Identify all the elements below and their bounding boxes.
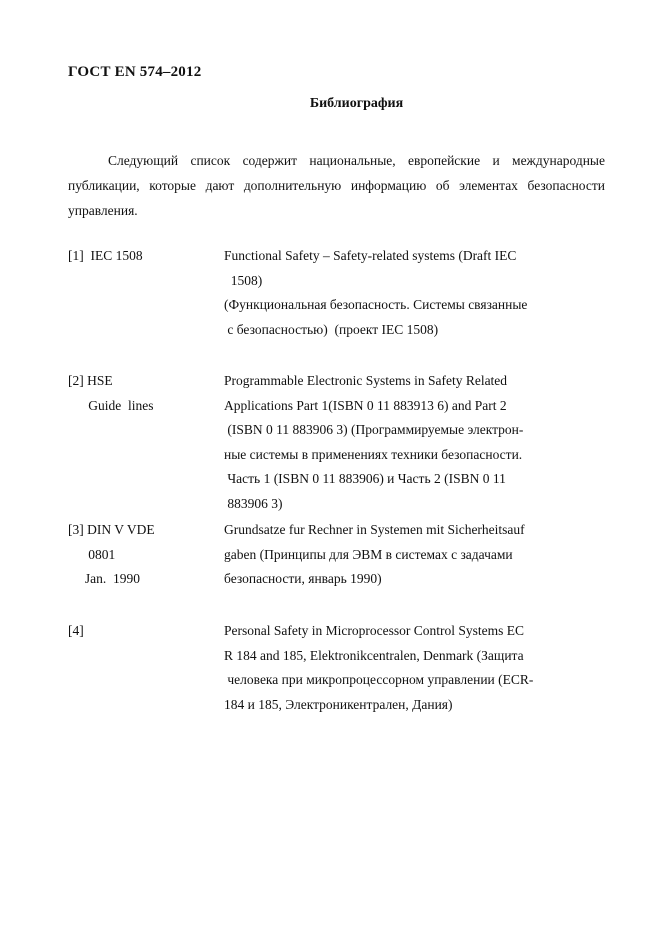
- reference-text-line: с безопасностью) (проект IEC 1508): [224, 321, 439, 337]
- reference-2-id: [68, 369, 218, 418]
- reference-id-line: [3] DIN V VDE: [68, 522, 155, 537]
- reference-text-line: Applications Part 1(ISBN 0 11 883913 6) and Part 2: [224, 397, 507, 413]
- reference-text-line: (Функциональная безопасность. Системы связанные: [224, 297, 528, 312]
- reference-id-line: Jan. 1990: [68, 571, 140, 586]
- standard-code: ГОСТ EN 574–2012: [68, 64, 202, 80]
- reference-1-id: [68, 244, 218, 269]
- section-title: Библиография: [309, 96, 404, 111]
- reference-3-id: [68, 518, 218, 592]
- reference-id-line: Guide lines: [68, 397, 154, 413]
- reference-text-line: 184 и 185, Электроникентрален, Дания): [224, 696, 453, 712]
- reference-text-line: 883906 3): [224, 495, 283, 511]
- reference-text-line: gaben (Принципы для ЭВМ в системах с задачами: [224, 546, 513, 562]
- reference-4-description: [224, 619, 564, 717]
- reference-text-line: безопасности, январь 1990): [224, 571, 382, 586]
- reference-id-line: [1] IEC 1508: [68, 248, 143, 263]
- reference-3-description: [224, 518, 564, 592]
- reference-id-line: [4]: [68, 623, 84, 638]
- intro-paragraph: Следующий список содержит национальные, европейские и международные публикации, которые дают дополнительную информацию об элементах безопасности управления.: [68, 153, 605, 218]
- reference-id-line: 0801: [68, 546, 116, 562]
- reference-id-line: [2] HSE: [68, 373, 113, 388]
- reference-text-line: ные системы в применениях техники безопасности.: [224, 446, 523, 462]
- reference-text-line: R 184 and 185, Elektronikcentralen, Denmark (Защита: [224, 647, 524, 663]
- reference-1-description: [224, 244, 564, 342]
- reference-4-id: [68, 619, 218, 644]
- reference-text-line: 1508): [224, 272, 263, 288]
- reference-2-description: [224, 369, 564, 516]
- reference-text-line: Часть 1 (ISBN 0 11 883906) и Часть 2 (ISBN 0 11: [224, 471, 506, 486]
- reference-text-line: Programmable Electronic Systems in Safety Related: [224, 373, 508, 388]
- reference-text-line: Grundsatze fur Rechner in Systemen mit Sicherheitsauf: [224, 522, 525, 537]
- reference-text-line: (ISBN 0 11 883906 3) (Программируемые электрон-: [224, 422, 524, 437]
- reference-text-line: человека при микропроцессорном управлении (ECR-: [224, 672, 534, 687]
- reference-text-line: Personal Safety in Microprocessor Control Systems EC: [224, 623, 524, 638]
- reference-text-line: Functional Safety – Safety-related systems (Draft IEC: [224, 248, 517, 263]
